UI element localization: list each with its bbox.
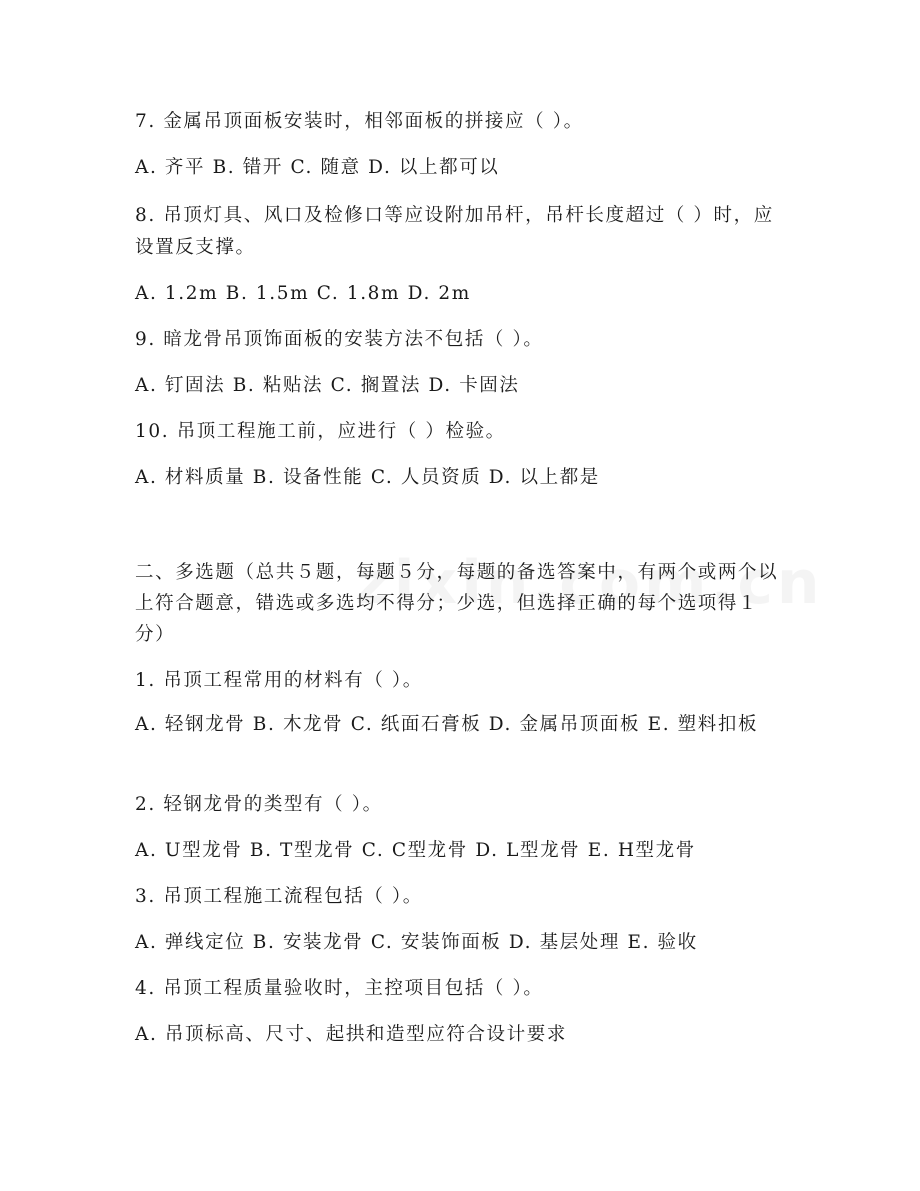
question-9-options: A. 钉固法 B. 粘贴法 C. 搁置法 D. 卡固法: [135, 375, 520, 396]
question-8-stem: 8. 吊顶灯具、风口及检修口等应设附加吊杆，吊杆长度超过（ ）时，应设置反支撑。: [135, 205, 774, 258]
multi-question-1-options: A. 轻钢龙骨 B. 木龙骨 C. 纸面石膏板 D. 金属吊顶面板 E. 塑料扣板: [135, 714, 759, 735]
question-10-stem: 10. 吊顶工程施工前，应进行（ ）检验。: [135, 421, 506, 442]
multi-question-2-stem: 2. 轻钢龙骨的类型有（ ）。: [135, 794, 383, 815]
multi-question-3-options: A. 弹线定位 B. 安装龙骨 C. 安装饰面板 D. 基层处理 E. 验收: [135, 932, 698, 953]
multi-question-1-stem: 1. 吊顶工程常用的材料有（ ）。: [135, 670, 423, 691]
question-10-options: A. 材料质量 B. 设备性能 C. 人员资质 D. 以上都是: [135, 467, 600, 488]
question-7-stem: 7. 金属吊顶面板安装时，相邻面板的拼接应（ ）。: [135, 111, 584, 132]
section-heading-multiple-choice: 二、多选题（总共５题，每题５分，每题的备选答案中，有两个或两个以上符合题意，错选或多选均不得分；少选，但选择正确的每个选项得１分）: [135, 562, 779, 645]
question-8-options: A. 1.2m B. 1.5m C. 1.8m D. 2m: [135, 283, 471, 304]
multi-question-3-stem: 3. 吊顶工程施工流程包括（ ）。: [135, 886, 423, 907]
question-7-options: A. 齐平 B. 错开 C. 随意 D. 以上都可以: [135, 157, 500, 178]
question-9-stem: 9. 暗龙骨吊顶饰面板的安装方法不包括（ ）。: [135, 329, 544, 350]
multi-question-4-option-a: A. 吊顶标高、尺寸、起拱和造型应符合设计要求: [135, 1024, 567, 1045]
multi-question-2-options: A. U型龙骨 B. T型龙骨 C. C型龙骨 D. L型龙骨 E. H型龙骨: [135, 840, 696, 861]
multi-question-4-stem: 4. 吊顶工程质量验收时，主控项目包括（ ）。: [135, 978, 544, 999]
